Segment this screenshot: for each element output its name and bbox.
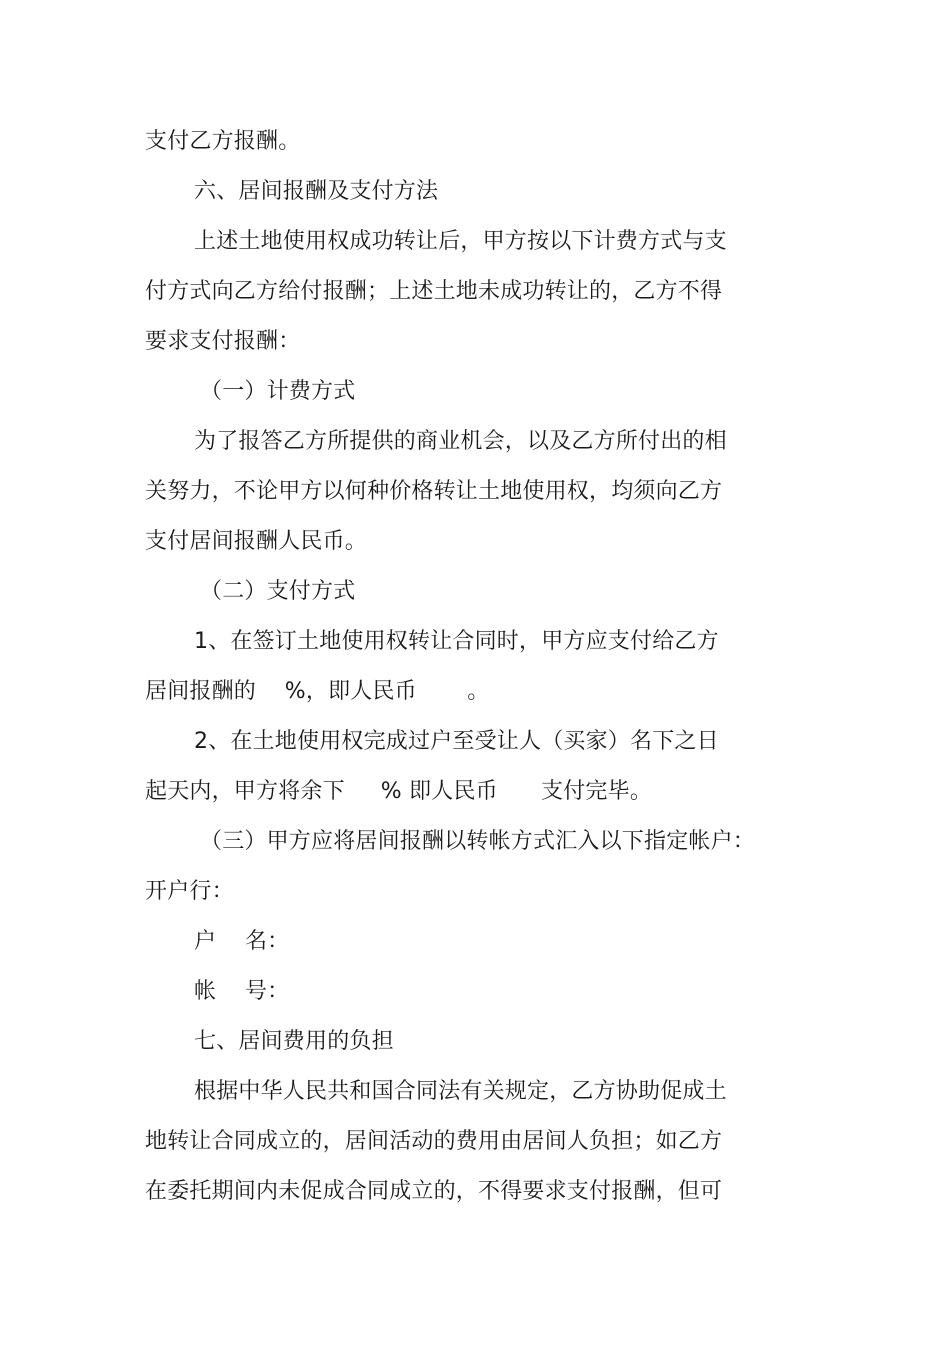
text-line: 支付乙方报酬。: [145, 129, 301, 154]
account-name-field: 户 名：: [194, 929, 290, 954]
text-line: 支付居间报酬人民币。: [145, 529, 368, 554]
text-line: 根据中华人民共和国合同法有关规定，乙方协助促成土: [194, 1079, 727, 1104]
text-line: 上述土地使用权成功转让后，甲方按以下计费方式与支: [194, 229, 727, 254]
text-line: 在委托期间内未促成合同成立的，不得要求支付报酬，但可: [145, 1179, 723, 1204]
subsection-heading: （二）支付方式: [200, 579, 356, 604]
section-heading: 七、居间费用的负担: [194, 1029, 394, 1054]
text-line: 1、在签订土地使用权转让合同时，甲方应支付给乙方: [194, 629, 719, 654]
text-line: 付方式向乙方给付报酬；上述土地未成功转让的，乙方不得: [145, 279, 723, 304]
subsection-heading: （三）甲方应将居间报酬以转帐方式汇入以下指定帐户：: [200, 829, 756, 854]
bank-field: 开户行：: [145, 879, 234, 904]
section-heading: 六、居间报酬及支付方法: [194, 179, 439, 204]
account-number-field: 帐 号：: [194, 979, 290, 1004]
text-line: 地转让合同成立的，居间活动的费用由居间人负担；如乙方: [145, 1129, 723, 1154]
text-line: 起天内，甲方将余下 % 即人民币 支付完毕。: [145, 779, 653, 804]
text-line: 居间报酬的 %，即人民币 。: [145, 679, 490, 704]
text-line: 要求支付报酬：: [145, 329, 301, 354]
text-line: 为了报答乙方所提供的商业机会，以及乙方所付出的相: [194, 429, 727, 454]
text-line: 关努力，不论甲方以何种价格转让土地使用权，均须向乙方: [145, 479, 723, 504]
text-line: 2、在土地使用权完成过户至受让人（买家）名下之日: [194, 729, 719, 754]
subsection-heading: （一）计费方式: [200, 379, 356, 404]
